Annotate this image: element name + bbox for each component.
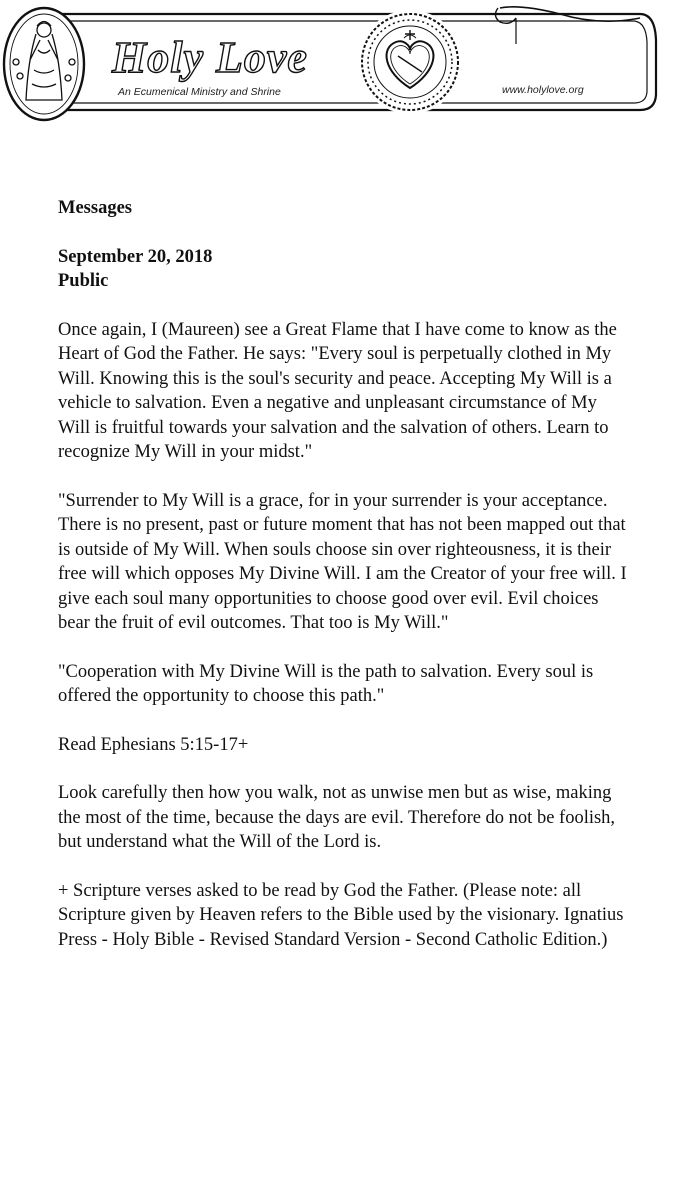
scripture-footnote: + Scripture verses asked to be read by God the Father. (Please note: all Scripture given by Heaven refers to the Bible used by the visionary. Ignatius Press - Holy Bible - Revised Standard Version - Second Catholic Edition.) — [58, 880, 624, 950]
holy-love-banner — [0, 0, 675, 140]
brand-title: Holy Love — [112, 33, 308, 82]
message-paragraph: "Cooperation with My Divine Will is the path to salvation. Every soul is offered the opportunity to choose this path." — [58, 661, 594, 706]
section-label: Messages — [58, 198, 132, 218]
website-url[interactable]: www.holylove.org — [502, 84, 584, 96]
message-date: September 20, 2018 — [58, 246, 213, 267]
scripture-reference: Read Ephesians 5:15-17+ — [58, 734, 249, 755]
banner-frame — [0, 0, 675, 140]
brand-tagline: An Ecumenical Ministry and Shrine — [118, 86, 281, 98]
scripture-text: Look carefully then how you walk, not as unwise men but as wise, making the most of the time, because the days are evil. Therefore do not be foolish, but understand what the Will of the Lord is. — [58, 783, 616, 852]
message-category: Public — [58, 271, 109, 291]
message-paragraph: Once again, I (Maureen) see a Great Flame that I have come to know as the Heart of God the Father. He says: "Every soul is perpetually clothed in My Will. Knowing this is the soul's security and peace. Accepting My Will is a vehicle to salvation. Even a negative and unpleasant circumstance of My Will is fruitful towards your salvation and the salvation of others. Learn to recognize My Will in your midst." — [58, 319, 617, 462]
message-paragraph: "Surrender to My Will is a grace, for in your surrender is your acceptance. There is no present, past or future moment that has not been mapped out that is outside of My Will. When souls choose sin over righteousness, it is their free will which opposes My Divine Will. I am the Creator of your free will. I give each soul many opportunities to choose good over evil. Evil choices bear the fruit of evil outcomes. That too is My Will." — [58, 490, 627, 633]
message-content — [58, 196, 628, 976]
